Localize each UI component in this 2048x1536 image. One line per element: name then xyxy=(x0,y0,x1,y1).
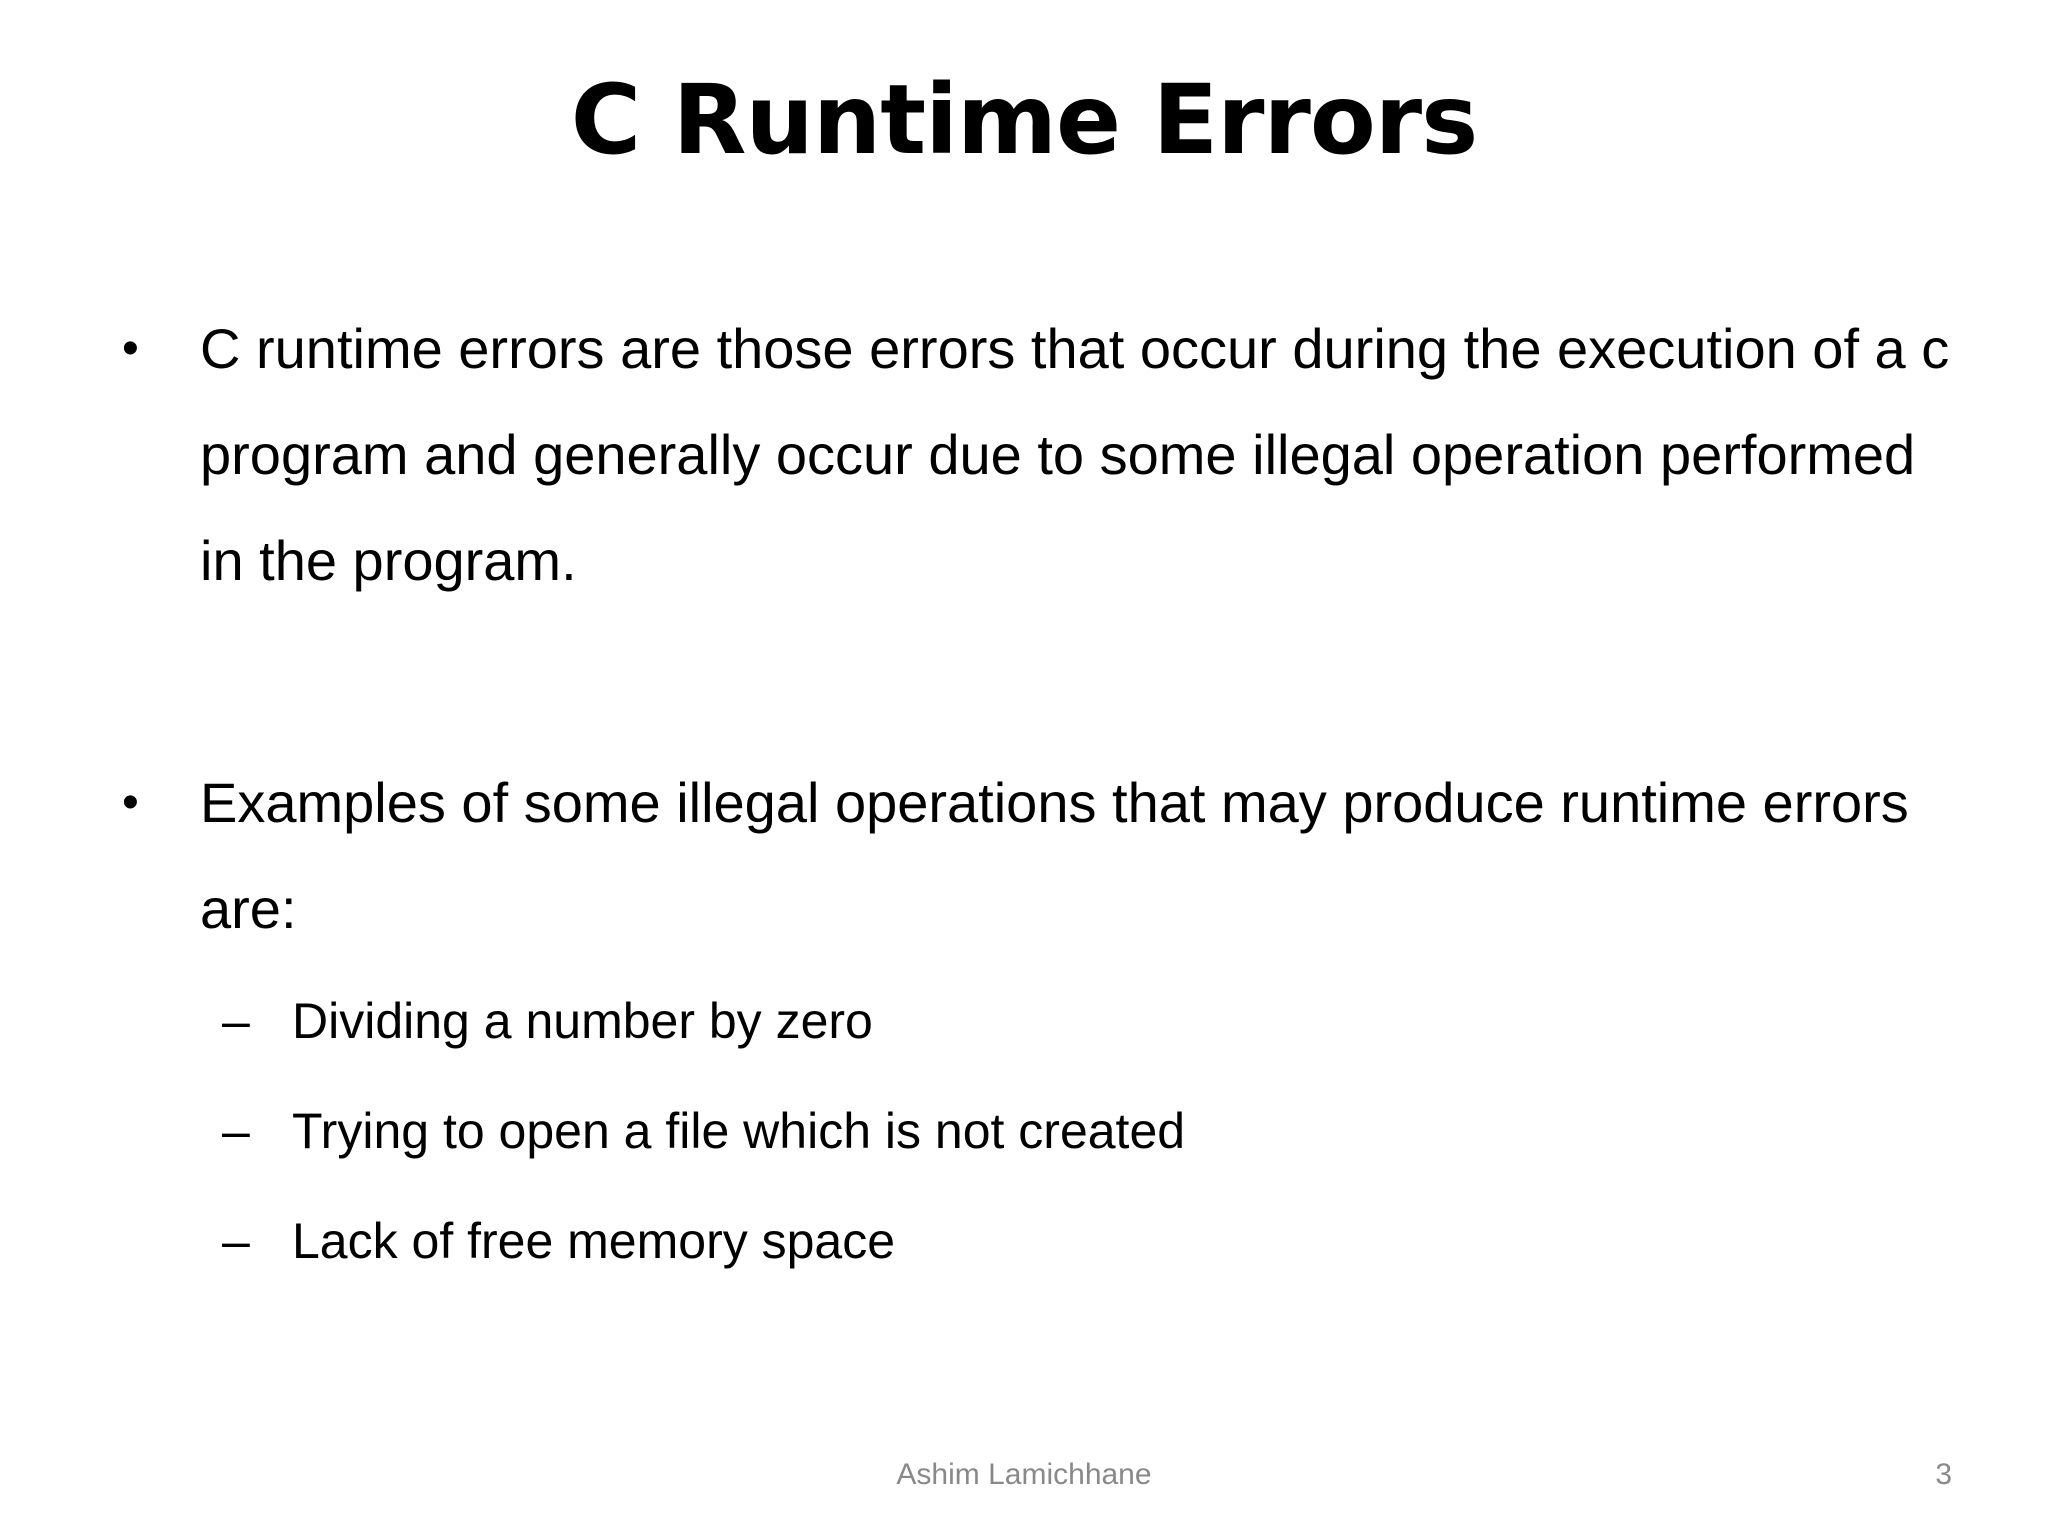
bullet-text: Examples of some illegal operations that may produce runtime errors are: xyxy=(200,771,1909,940)
slide-title: C Runtime Errors xyxy=(570,64,1478,176)
bullet-item xyxy=(122,296,1960,614)
bullet-item xyxy=(122,750,1960,962)
sub-bullet-item xyxy=(222,1206,1892,1276)
sub-bullet-text: Trying to open a file which is not created xyxy=(292,1103,1186,1159)
sub-bullet-text: Dividing a number by zero xyxy=(292,993,873,1049)
bullet-marker: • xyxy=(122,322,139,375)
footer-page-number: 3 xyxy=(1935,1458,1952,1491)
footer-author: Ashim Lamichhane xyxy=(896,1458,1152,1491)
sub-bullet-marker: – xyxy=(222,993,250,1049)
sub-bullet-item xyxy=(222,1096,1892,1166)
bullet-text: C runtime errors are those errors that occur during the execution of a c program and generally occur due to some illegal operation performed in the program. xyxy=(200,317,1950,592)
bullet-marker: • xyxy=(122,776,139,829)
sub-bullet-item xyxy=(222,986,1892,1056)
sub-bullet-text: Lack of free memory space xyxy=(292,1213,896,1269)
sub-bullet-marker: – xyxy=(222,1103,250,1159)
sub-bullet-marker: – xyxy=(222,1213,250,1269)
